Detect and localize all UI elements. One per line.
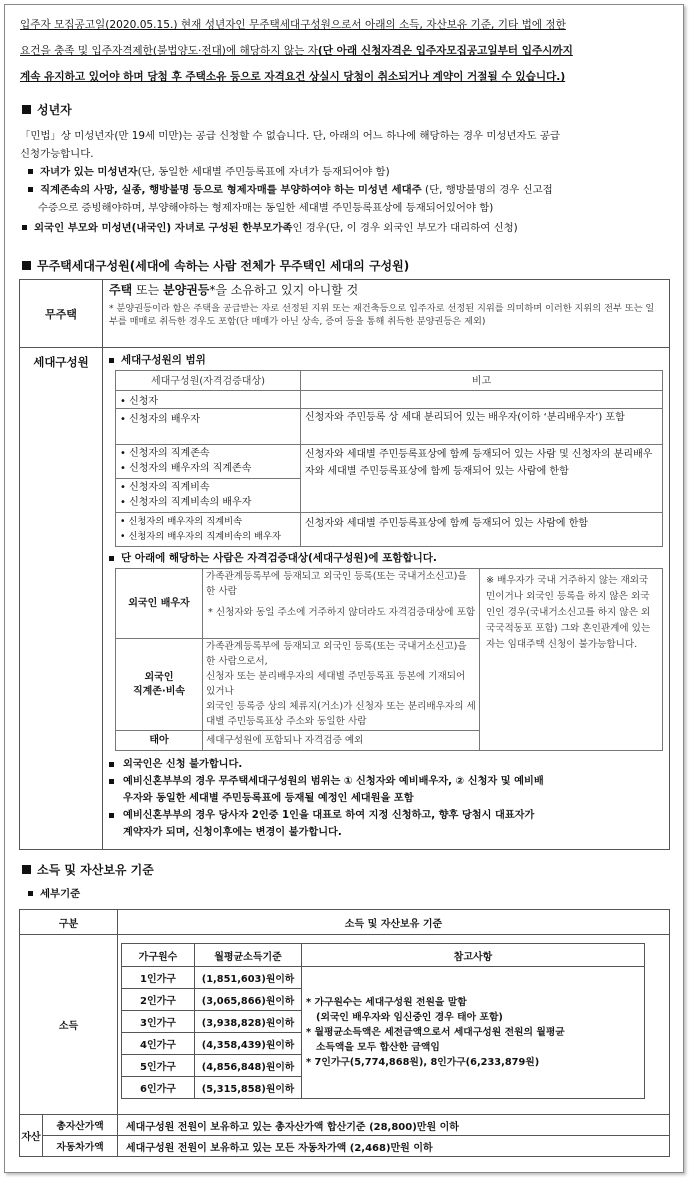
intro-line-2 bbox=[20, 38, 670, 64]
member-spouse-descendants bbox=[116, 513, 301, 547]
member-34-note: 신청자와 세대별 주민등록표상에 함께 등재되어 있는 사람 및 신청자의 분리배우자와 세대별 주민등록표상에 함께 등재되어 있는 사람에 한함 bbox=[301, 445, 663, 513]
adult-para-2: 신청가능합니다. bbox=[20, 148, 94, 160]
foreign-spouse-desc: 가족관계등록부에 등재되고 외국인 등록(또는 국내거소신고)을 한 사람 bbox=[206, 571, 467, 597]
no-house-c: 분양권등 bbox=[163, 283, 210, 297]
no-house-cell bbox=[103, 280, 670, 348]
fetus-text: 세대구성원에 포함되나 자격검증 예외 bbox=[203, 731, 480, 751]
foreign-note: ※ 배우자가 국내 거주하지 않는 재외국민이거나 외국인 등록을 하지 않은 외국인인 경우(국내거소신고를 하지 않은 외국국적동포 포함) 그와 혼인관계에 있는 자는 임대주택 신청이 불가능합니다. bbox=[480, 569, 663, 751]
adult-b3-bold: 외국인 부모와 미성년(내국인) 자녀로 구성된 한부모가족 bbox=[34, 222, 293, 234]
ref-1: * 가구원수는 세대구성원 전원을 말함 bbox=[306, 997, 467, 1008]
foreign-kin-1: 가족관계등록부에 등재되고 외국인 등록(또는 국내거소신고)을 한 사람으로서, bbox=[206, 641, 467, 667]
foreign-kin-2: 신청자 또는 분리배우자의 세대별 주민등록표 등본에 기재되어 있거나 bbox=[206, 671, 466, 697]
adult-para bbox=[20, 127, 670, 163]
col-avg: 월평균소득기준 bbox=[195, 944, 302, 967]
col-ref: 참고사항 bbox=[302, 944, 645, 967]
foreign-spouse-label: 외국인 배우자 bbox=[116, 569, 203, 639]
foreign-spouse-sub: * 신청자와 동일 주소에 거주하지 않더라도 자격검증대상에 포함 bbox=[208, 607, 476, 618]
foreign-title-text: 단 아래에 해당하는 사람은 자격검증대상(세대구성원)에 포함합니다. bbox=[121, 552, 437, 564]
adult-b1-bold: 자녀가 있는 미성년자 bbox=[40, 166, 138, 178]
note-2-text-a: 예비신혼부부의 경우 무주택세대구성원의 범위는 ① 신청자와 예비배우자, ② 신청자 및 예비배 bbox=[123, 776, 544, 787]
hh-6: 6인가구 bbox=[122, 1077, 195, 1099]
member-applicant: • 신청자 bbox=[116, 391, 301, 409]
member-spouse-note: 신청자와 주민등록 상 세대 분리되어 있는 배우자(이하 ‘분리배우자’) 포함 bbox=[301, 409, 663, 445]
income-inner-table bbox=[121, 943, 645, 1099]
foreign-kin-label-b: 직계존·비속 bbox=[132, 685, 186, 697]
adult-para-1: 「민법」상 미성년자(만 19세 미만)는 공급 신청할 수 없습니다. 단, 아래의 어느 하나에 해당하는 경우 미성년자도 공급 bbox=[20, 130, 560, 142]
hh-1: 1인가구 bbox=[122, 967, 195, 989]
adult-b1-rest: (단, 동일한 세대별 주민등록표에 자녀가 등재되어야 함) bbox=[137, 166, 390, 178]
asset-total-label: 총자산가액 bbox=[43, 1115, 118, 1136]
adult-bullet-2-line2: 수증으로 증빙해야하며, 부양해야하는 형제자매는 동일한 세대별 주민등록표상에 등재되어있어야 함) bbox=[38, 202, 494, 214]
member-applicant-note bbox=[301, 391, 663, 409]
intro-line-2-a: 요건을 충족 및 입주자격제한(불법양도·전대)에 해당하지 않는 자 bbox=[20, 45, 318, 57]
row-label-household: 세대구성원 bbox=[20, 348, 103, 850]
intro-line-3: 계속 유지하고 있어야 하며 당첨 후 주택소유 등으로 자격요건 상실시 당첨이 취소되거나 계약이 거절될 수 있습니다.) bbox=[20, 71, 566, 83]
hh-2: 2인가구 bbox=[122, 989, 195, 1011]
income-heading bbox=[22, 861, 154, 878]
member-ascendant-2: • 신청자의 배우자의 직계존속 bbox=[120, 463, 252, 474]
col-member: 세대구성원(자격검증대상) bbox=[116, 371, 301, 391]
note-3-text-b: 계약자가 되며, 신청이후에는 변경이 불가합니다. bbox=[123, 827, 342, 838]
square-bullet-icon bbox=[22, 865, 31, 874]
income-ref bbox=[302, 967, 645, 1099]
no-house-a: 주택 bbox=[109, 283, 133, 297]
square-bullet-icon bbox=[22, 261, 31, 270]
note-2-text-b: 우자와 동일한 세대별 주민등록표에 등재될 예정인 세대원을 포함 bbox=[123, 793, 414, 804]
member-spouse: • 신청자의 배우자 bbox=[116, 409, 301, 445]
col-hh: 가구원수 bbox=[122, 944, 195, 967]
income-label: 소득 bbox=[20, 935, 118, 1115]
adult-bullet-1 bbox=[28, 163, 673, 181]
adult-b3-rest: 인 경우(단, 이 경우 외국인 부모가 대리하여 신청) bbox=[292, 222, 518, 234]
income-table bbox=[19, 909, 670, 1157]
intro-paragraph bbox=[20, 12, 670, 90]
bullet-icon bbox=[109, 762, 114, 767]
note-1 bbox=[109, 756, 663, 773]
foreign-spouse-text bbox=[203, 569, 480, 639]
adult-b2-rest: (단, 행방불명의 경우 신고접 bbox=[421, 184, 553, 196]
hh-3: 3인가구 bbox=[122, 1011, 195, 1033]
amt-2: (3,065,866)원이하 bbox=[195, 989, 302, 1011]
no-house-d: *을 소유하고 있지 아니할 것 bbox=[209, 283, 359, 297]
member-ascendants bbox=[116, 445, 301, 479]
member-5-note: 신청자와 세대별 주민등록표상에 함께 등재되어 있는 사람에 한함 bbox=[301, 513, 663, 547]
foreign-kin-label bbox=[116, 639, 203, 731]
bullet-icon bbox=[28, 187, 33, 192]
amt-3: (3,938,828)원이하 bbox=[195, 1011, 302, 1033]
household-notes bbox=[109, 756, 663, 841]
household-cell bbox=[103, 348, 670, 850]
adult-b2-bold: 직계존속의 사망, 실종, 행방불명 등으로 형제자매를 부양하여야 하는 미성년 세대주 bbox=[40, 184, 422, 196]
bullet-icon bbox=[109, 813, 114, 818]
member-descendant-2: • 신청자의 직계비속의 배우자 bbox=[120, 497, 252, 508]
income-cell bbox=[118, 935, 670, 1115]
foreign-kin-3: 외국인 등록증 상의 체류지(거소)가 신청자 또는 분리배우자의 세대별 주민등록표상 주소와 동일한 사람 bbox=[206, 701, 476, 727]
foreign-kin-text bbox=[203, 639, 480, 731]
no-house-main bbox=[109, 282, 663, 298]
scope-table bbox=[115, 370, 663, 547]
member-sd-2: • 신청자의 배우자의 직계비속의 배우자 bbox=[120, 531, 281, 542]
member-descendants bbox=[116, 479, 301, 513]
asset-car-label: 자동차가액 bbox=[43, 1136, 118, 1157]
asset-label: 자산 bbox=[20, 1115, 43, 1157]
bullet-icon bbox=[22, 225, 27, 230]
ref-5: * 7인가구(5,774,868원), 8인가구(6,233,879원) bbox=[306, 1057, 540, 1068]
bullet-icon bbox=[109, 358, 114, 363]
note-1-text: 외국인은 신청 불가합니다. bbox=[123, 759, 243, 770]
no-house-note: * 분양권등이라 함은 주택을 공급받는 자로 선정된 지위 또는 재건축등으로 입주자로 선정된 지위를 의미하며 이러한 지위의 전부 또는 일부를 매매로 취득한 경우도 포함(단 매매가 아닌 상속, 증여 등을 통해 취득한 분양권등은 제외) bbox=[109, 303, 655, 327]
fetus-label: 태아 bbox=[116, 731, 203, 751]
ref-4: 소득액을 모두 합산한 금액임 bbox=[316, 1042, 440, 1053]
ref-3: * 월평균소득액은 세전금액으로서 세대구성원 전원의 월평균 bbox=[306, 1027, 565, 1038]
adult-heading bbox=[22, 101, 72, 118]
member-ascendant-1: • 신청자의 직계존속 bbox=[120, 448, 210, 459]
hh-5: 5인가구 bbox=[122, 1055, 195, 1077]
scope-title bbox=[109, 352, 663, 368]
col-note: 비고 bbox=[301, 371, 663, 391]
foreign-title bbox=[109, 549, 663, 567]
bullet-icon bbox=[28, 169, 33, 174]
intro-line-2-b: (단 아래 신청자격은 입주자모집공고일부터 입주시까지 bbox=[317, 45, 573, 57]
bullet-icon bbox=[109, 779, 114, 784]
foreign-table bbox=[115, 568, 663, 751]
bullet-icon bbox=[109, 556, 114, 561]
member-descendant-1: • 신청자의 직계비속 bbox=[120, 482, 210, 493]
amt-5: (4,856,848)원이하 bbox=[195, 1055, 302, 1077]
scope-title-text: 세대구성원의 범위 bbox=[121, 354, 206, 366]
income-sub bbox=[28, 885, 80, 903]
household-heading-text: 무주택세대구성원(세대에 속하는 사람 전체가 무주택인 세대의 구성원) bbox=[37, 259, 410, 273]
row-label-no-house: 무주택 bbox=[20, 280, 103, 348]
square-bullet-icon bbox=[22, 105, 31, 114]
adult-bullet-2 bbox=[28, 181, 673, 199]
income-heading-text: 소득 및 자산보유 기준 bbox=[37, 863, 154, 877]
amt-4: (4,358,439)원이하 bbox=[195, 1033, 302, 1055]
household-table bbox=[19, 279, 670, 850]
ref-2: (외국인 배우자와 임신중인 경우 태아 포함) bbox=[316, 1012, 503, 1023]
household-heading bbox=[22, 257, 409, 274]
col-std: 소득 및 자산보유 기준 bbox=[118, 910, 670, 935]
intro-line-1: 입주자 모집공고일(2020.05.15.) 현재 성년자인 무주택세대구성원으로서 아래의 소득, 자산보유 기준, 기타 법에 정한 bbox=[20, 19, 566, 31]
amt-1: (1,851,603)원이하 bbox=[195, 967, 302, 989]
no-house-b: 또는 bbox=[132, 283, 164, 297]
col-div: 구분 bbox=[20, 910, 118, 935]
note-2 bbox=[109, 773, 663, 790]
amt-6: (5,315,858)원이하 bbox=[195, 1077, 302, 1099]
bullet-icon bbox=[28, 891, 33, 896]
foreign-kin-label-a: 외국인 bbox=[144, 671, 174, 683]
note-3-text-a: 예비신혼부부의 경우 당사자 2인중 1인을 대표로 하여 지정 신청하고, 향후 당첨시 대표자가 bbox=[123, 810, 535, 821]
adult-heading-text: 성년자 bbox=[37, 103, 72, 117]
member-sd-1: • 신청자의 배우자의 직계비속 bbox=[120, 516, 243, 527]
adult-bullet-3 bbox=[22, 219, 672, 237]
income-sub-text: 세부기준 bbox=[40, 888, 81, 900]
asset-car-text: 세대구성원 전원이 보유하고 있는 모든 자동차가액 (2,468)만원 이하 bbox=[118, 1136, 670, 1157]
asset-total-text: 세대구성원 전원이 보유하고 있는 총자산가액 합산기준 (28,800)만원 이하 bbox=[118, 1115, 670, 1136]
note-3 bbox=[109, 807, 663, 824]
hh-4: 4인가구 bbox=[122, 1033, 195, 1055]
